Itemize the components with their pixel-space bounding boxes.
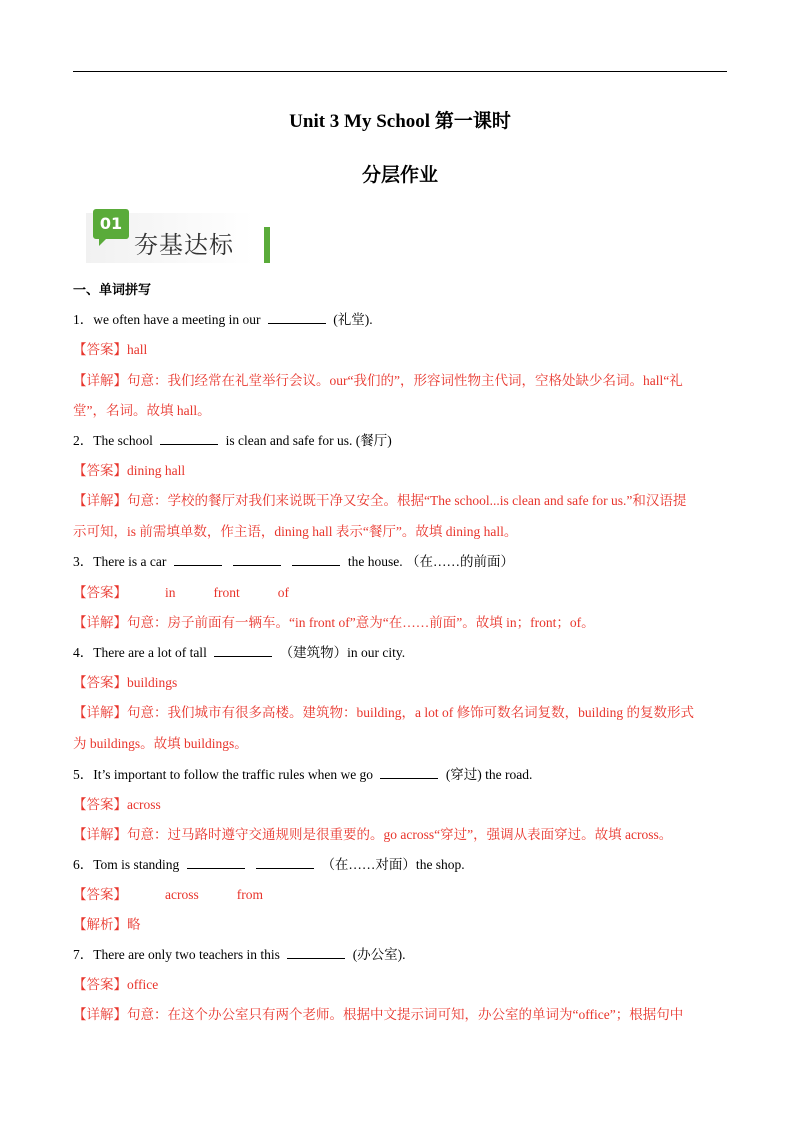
answer-tag: 【答案】 <box>73 675 127 690</box>
answer-blank <box>214 644 272 657</box>
answer-word: dining hall <box>127 463 186 478</box>
question-text-post: (办公室). <box>352 947 406 962</box>
answer-word: from <box>236 887 263 902</box>
detail-text: 句意：我们城市有很多高楼。建筑物：building，a lot of 修饰可数名词复数，building 的复数形式 <box>127 705 694 720</box>
answer-blank <box>287 946 345 959</box>
detail-text: 句意：学校的餐厅对我们来说既干净又安全。根据“The school...is clean and safe for us.”和汉语提 <box>127 493 687 508</box>
page-subtitle: 分层作业 <box>361 165 438 186</box>
answer-blank <box>174 553 222 566</box>
question-3 <box>73 552 727 572</box>
question-text-post: (穿过) the road. <box>445 767 533 782</box>
detail-2-line-2: 示可知，is 前需填单数，作主语，dining hall 表示“餐厅”。故填 dining hall。 <box>73 524 518 539</box>
detail-tag: 【详解】 <box>73 1007 127 1022</box>
question-text-pre: Tom is standing <box>93 857 180 872</box>
question-text-pre: There are only two teachers in this <box>93 947 280 962</box>
answer-tag: 【答案】 <box>73 342 127 357</box>
question-text-pre: There are a lot of tall <box>93 645 207 660</box>
question-text-post: （在……对面）the shop. <box>321 857 465 872</box>
question-6 <box>73 855 727 875</box>
badge-bar <box>264 227 270 263</box>
detail-tag: 【解析】 <box>73 917 127 932</box>
question-text-pre: The school <box>93 433 153 448</box>
detail-text: 略 <box>127 917 141 932</box>
detail-5-line-1 <box>73 825 727 845</box>
question-1 <box>73 310 727 330</box>
section-heading: 一、单词拼写 <box>73 283 152 298</box>
answer-blank <box>380 766 438 779</box>
answer-4 <box>73 673 727 693</box>
detail-tag: 【详解】 <box>73 373 127 388</box>
detail-tag: 【详解】 <box>73 615 127 630</box>
answer-1 <box>73 340 727 360</box>
detail-text: 句意：在这个办公室只有两个老师。根据中文提示词可知，办公室的单词为“office”；根据句中 <box>127 1007 684 1022</box>
detail-tag: 【详解】 <box>73 827 127 842</box>
detail-tag: 【详解】 <box>73 493 127 508</box>
answer-3 <box>73 583 727 603</box>
answer-5 <box>73 795 727 815</box>
answer-tag: 【答案】 <box>73 977 127 992</box>
detail-text: 句意：过马路时遵守交通规则是很重要的。go across“穿过”，强调从表面穿过。故填 across。 <box>127 827 673 842</box>
page-title: Unit 3 My School 第一课时 <box>289 111 511 132</box>
question-5 <box>73 765 727 785</box>
answer-blank <box>187 856 245 869</box>
detail-tag: 【详解】 <box>73 705 127 720</box>
detail-text: 句意：房子前面有一辆车。“in front of”意为“在……前面”。故填 in；front；of。 <box>127 615 595 630</box>
section-badge <box>86 207 274 263</box>
question-text-post: (礼堂). <box>333 312 373 327</box>
answer-blank <box>292 553 340 566</box>
answer-tag: 【答案】 <box>73 463 127 478</box>
answer-blank <box>268 311 326 324</box>
badge-label: 夯基达标 <box>134 231 234 259</box>
answer-blank <box>160 432 218 445</box>
answer-word: front <box>213 585 240 600</box>
answer-tag: 【答案】 <box>73 887 127 902</box>
question-text-pre: It’s important to follow the traffic rules when we go <box>93 767 374 782</box>
detail-4-line-2: 为 buildings。故填 buildings。 <box>73 736 248 751</box>
detail-1-line-2: 堂”，名词。故填 hall。 <box>73 403 211 418</box>
detail-3-line-1 <box>73 613 727 633</box>
question-number: 6． <box>73 857 94 872</box>
answer-tag: 【答案】 <box>73 585 127 600</box>
answer-word: across <box>127 797 161 812</box>
answer-blank <box>256 856 314 869</box>
badge-number: 01 <box>93 209 129 239</box>
detail-7-line-1 <box>73 1005 727 1025</box>
answer-6 <box>73 885 727 905</box>
question-4 <box>73 643 727 663</box>
question-number: 1． <box>73 312 94 327</box>
question-number: 4． <box>73 645 94 660</box>
answer-word: buildings <box>127 675 178 690</box>
question-number: 2． <box>73 433 94 448</box>
answer-word: of <box>277 585 290 600</box>
detail-4-line-1 <box>73 703 727 723</box>
question-text-post: the house. （在……的前面） <box>347 554 514 569</box>
question-number: 5． <box>73 767 94 782</box>
answer-tag: 【答案】 <box>73 797 127 812</box>
answer-2 <box>73 461 727 481</box>
question-text-pre: we often have a meeting in our <box>93 312 261 327</box>
detail-text: 句意：我们经常在礼堂举行会议。our“我们的”，形容词性物主代词，空格处缺少名词。hall“礼 <box>127 373 683 388</box>
question-text-post: （建筑物）in our city. <box>279 645 406 660</box>
answer-7 <box>73 975 727 995</box>
answer-word: office <box>127 977 159 992</box>
answer-blank <box>233 553 281 566</box>
detail-6-line-1 <box>73 915 727 935</box>
answer-word: across <box>165 887 199 902</box>
question-text-post: is clean and safe for us. (餐厅) <box>225 433 392 448</box>
detail-1-line-1 <box>73 371 727 391</box>
top-rule <box>73 71 727 72</box>
detail-2-line-1 <box>73 491 727 511</box>
question-7 <box>73 945 727 965</box>
answer-word: in <box>165 585 176 600</box>
question-number: 3． <box>73 554 94 569</box>
answer-word: hall <box>127 342 148 357</box>
question-text-pre: There is a car <box>93 554 167 569</box>
question-2 <box>73 431 727 451</box>
question-number: 7． <box>73 947 94 962</box>
